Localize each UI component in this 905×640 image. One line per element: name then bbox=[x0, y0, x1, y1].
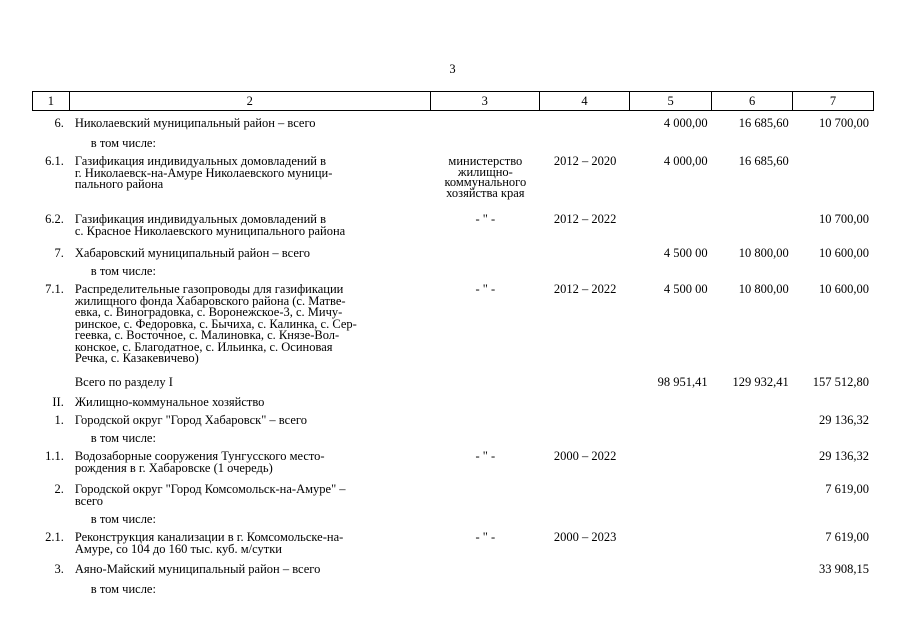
row-number bbox=[32, 266, 69, 278]
row-value-col5 bbox=[631, 514, 713, 526]
row-value-col7 bbox=[794, 266, 874, 278]
row-value-col7: 7 619,00 bbox=[825, 530, 869, 544]
row-name: Газификация индивидуальных домовладений в с. Красное Николаевского муниципального района bbox=[74, 212, 346, 238]
row-executor bbox=[431, 377, 540, 389]
row-value-col7: 33 908,15 bbox=[819, 562, 869, 576]
table-row bbox=[32, 284, 874, 365]
table-row bbox=[32, 156, 874, 198]
table-row bbox=[32, 584, 874, 596]
header-col-1: 1 bbox=[33, 92, 70, 110]
row-value-col7 bbox=[794, 138, 874, 150]
row-period bbox=[540, 433, 631, 445]
row-name: в том числе: bbox=[90, 264, 156, 278]
row-number: 7.1. bbox=[45, 282, 64, 296]
row-value-col6: 16 685,60 bbox=[738, 116, 789, 130]
row-value-col5 bbox=[630, 397, 712, 409]
row-value-col6: 129 932,41 bbox=[732, 375, 789, 389]
row-executor: министерство жилищно- коммунального хозяйства края bbox=[444, 154, 527, 200]
row-value-col5: 4 000,00 bbox=[663, 116, 708, 130]
row-value-col5: 4 500 00 bbox=[663, 282, 708, 296]
row-value-col5 bbox=[630, 532, 712, 555]
row-value-col7: 10 600,00 bbox=[819, 246, 869, 260]
row-period bbox=[540, 584, 631, 596]
row-value-col5 bbox=[631, 138, 713, 150]
header-col-5: 5 bbox=[630, 92, 712, 110]
row-executor bbox=[431, 433, 540, 445]
row-number: II. bbox=[52, 395, 64, 409]
row-period: 2000 – 2023 bbox=[553, 530, 617, 544]
header-col-4: 4 bbox=[540, 92, 631, 110]
row-value-col5 bbox=[631, 433, 713, 445]
row-period bbox=[540, 484, 631, 507]
row-period bbox=[540, 118, 631, 130]
table-row bbox=[32, 433, 874, 445]
row-number: 7. bbox=[54, 246, 64, 260]
row-value-col6 bbox=[713, 514, 794, 526]
row-name: Хабаровский муниципальный район – всего bbox=[74, 246, 310, 260]
row-number bbox=[32, 584, 69, 596]
row-number bbox=[32, 514, 69, 526]
row-number bbox=[32, 433, 69, 445]
row-period: 2012 – 2020 bbox=[553, 154, 617, 168]
row-period bbox=[540, 564, 631, 576]
table-row bbox=[32, 564, 874, 576]
table-row bbox=[32, 514, 874, 526]
row-value-col6 bbox=[713, 532, 794, 555]
row-value-col5 bbox=[630, 451, 712, 474]
row-name: в том числе: bbox=[90, 582, 156, 596]
row-number: 6.2. bbox=[45, 212, 64, 226]
row-value-col7: 10 700,00 bbox=[819, 116, 869, 130]
row-executor bbox=[431, 415, 540, 427]
row-name: в том числе: bbox=[90, 136, 156, 150]
row-value-col7 bbox=[794, 584, 874, 596]
row-number: 6.1. bbox=[45, 154, 64, 168]
row-executor bbox=[431, 248, 540, 260]
row-period bbox=[540, 397, 631, 409]
row-period bbox=[540, 266, 631, 278]
row-value-col6 bbox=[713, 138, 794, 150]
row-value-col7: 10 700,00 bbox=[819, 212, 869, 226]
row-value-col6 bbox=[713, 484, 794, 507]
row-value-col5: 4 500 00 bbox=[663, 246, 708, 260]
table-row bbox=[32, 451, 874, 474]
table-row bbox=[32, 397, 874, 409]
row-period: 2012 – 2022 bbox=[553, 212, 617, 226]
row-executor bbox=[431, 266, 540, 278]
row-name: в том числе: bbox=[90, 431, 156, 445]
row-executor: - " - bbox=[475, 282, 496, 296]
table-row bbox=[32, 214, 874, 237]
row-name: Аяно-Майский муниципальный район – всего bbox=[74, 562, 321, 576]
row-value-col6 bbox=[713, 584, 794, 596]
row-period: 2000 – 2022 bbox=[553, 449, 617, 463]
page-number: 3 bbox=[449, 62, 456, 76]
row-value-col7 bbox=[794, 156, 874, 198]
row-period bbox=[540, 138, 631, 150]
row-executor bbox=[431, 138, 540, 150]
row-executor: - " - bbox=[475, 449, 496, 463]
row-value-col7: 29 136,32 bbox=[819, 413, 869, 427]
row-value-col5 bbox=[630, 415, 712, 427]
header-col-2: 2 bbox=[70, 92, 431, 110]
row-value-col6 bbox=[713, 397, 794, 409]
row-name: Водозаборные сооружения Тунгусского место- рождения в г. Хабаровске (1 очередь) bbox=[74, 449, 325, 475]
row-value-col7 bbox=[794, 514, 874, 526]
row-name: Жилищно-коммунальное хозяйство bbox=[74, 395, 265, 409]
row-number: 6. bbox=[54, 116, 64, 130]
row-executor bbox=[431, 118, 540, 130]
row-name: Газификация индивидуальных домовладений в г. Николаевск-на-Амуре Николаевского муници- пального района bbox=[74, 154, 333, 191]
row-value-col6: 10 800,00 bbox=[738, 246, 789, 260]
row-executor bbox=[431, 584, 540, 596]
row-value-col6: 10 800,00 bbox=[738, 282, 789, 296]
row-number: 2. bbox=[54, 482, 64, 496]
row-value-col7: 7 619,00 bbox=[825, 482, 869, 496]
row-period: 2012 – 2022 bbox=[553, 282, 617, 296]
row-name: Всего по разделу I bbox=[74, 375, 173, 389]
row-value-col7: 157 512,80 bbox=[812, 375, 869, 389]
row-value-col5: 4 000,00 bbox=[663, 154, 708, 168]
row-value-col6 bbox=[713, 415, 794, 427]
row-executor bbox=[431, 484, 540, 507]
row-number: 1. bbox=[54, 413, 64, 427]
table-row bbox=[32, 377, 874, 389]
row-name: Распределительные газопроводы для газификации жилищного фонда Хабаровского района (с. Матве- евка, с. Виноградовка, с. Воронежское-3, с. Мичу- ринское, с. Федоровка, с. Бычиха, с. Калинка, с. Сер- геевка, с. Восточное, с. Малиновка, с. Князе-Вол- конское, с. Благодатное, с. Ильинка, с. Осиновая Речка, с. Казакевичево) bbox=[74, 282, 357, 365]
header-col-6: 6 bbox=[712, 92, 793, 110]
row-period bbox=[540, 248, 631, 260]
row-period bbox=[540, 514, 631, 526]
row-number: 3. bbox=[54, 562, 64, 576]
row-value-col7 bbox=[794, 433, 874, 445]
row-executor bbox=[431, 514, 540, 526]
table-row bbox=[32, 138, 874, 150]
row-value-col6 bbox=[713, 214, 794, 237]
row-name: в том числе: bbox=[90, 512, 156, 526]
table-row bbox=[32, 248, 874, 260]
header-col-7: 7 bbox=[829, 94, 837, 108]
table-header bbox=[32, 91, 874, 111]
header-col-3: 3 bbox=[431, 92, 540, 110]
row-name: Городской округ "Город Хабаровск" – всего bbox=[74, 413, 307, 427]
row-name: Реконструкция канализации в г. Комсомольске-на- Амуре, со 104 до 160 тыс. куб. м/сутки bbox=[74, 530, 344, 556]
row-value-col6 bbox=[713, 266, 794, 278]
row-value-col5 bbox=[631, 266, 713, 278]
row-value-col7 bbox=[794, 397, 874, 409]
row-executor bbox=[431, 397, 540, 409]
row-name: Николаевский муниципальный район – всего bbox=[74, 116, 316, 130]
row-value-col5 bbox=[630, 484, 712, 507]
row-value-col5 bbox=[630, 564, 712, 576]
row-value-col7: 29 136,32 bbox=[819, 449, 869, 463]
row-value-col6 bbox=[713, 451, 794, 474]
row-number: 1.1. bbox=[45, 449, 64, 463]
row-executor bbox=[431, 564, 540, 576]
row-value-col6 bbox=[713, 564, 794, 576]
row-executor: - " - bbox=[475, 530, 496, 544]
row-value-col6: 16 685,60 bbox=[738, 154, 789, 168]
row-period bbox=[540, 415, 631, 427]
table-row bbox=[32, 415, 874, 427]
row-number bbox=[32, 138, 69, 150]
row-value-col6 bbox=[713, 433, 794, 445]
row-value-col5 bbox=[631, 584, 713, 596]
table-row bbox=[32, 118, 874, 130]
row-value-col5 bbox=[630, 214, 712, 237]
row-name: Городской округ "Город Комсомольск-на-Амуре" – всего bbox=[74, 482, 346, 508]
row-number: 2.1. bbox=[45, 530, 64, 544]
table-row bbox=[32, 484, 874, 507]
row-value-col7: 10 600,00 bbox=[819, 282, 869, 296]
table-row bbox=[32, 266, 874, 278]
row-number bbox=[32, 377, 69, 389]
row-value-col5: 98 951,41 bbox=[657, 375, 708, 389]
row-period bbox=[540, 377, 631, 389]
table-row bbox=[32, 532, 874, 555]
row-executor: - " - bbox=[475, 212, 496, 226]
